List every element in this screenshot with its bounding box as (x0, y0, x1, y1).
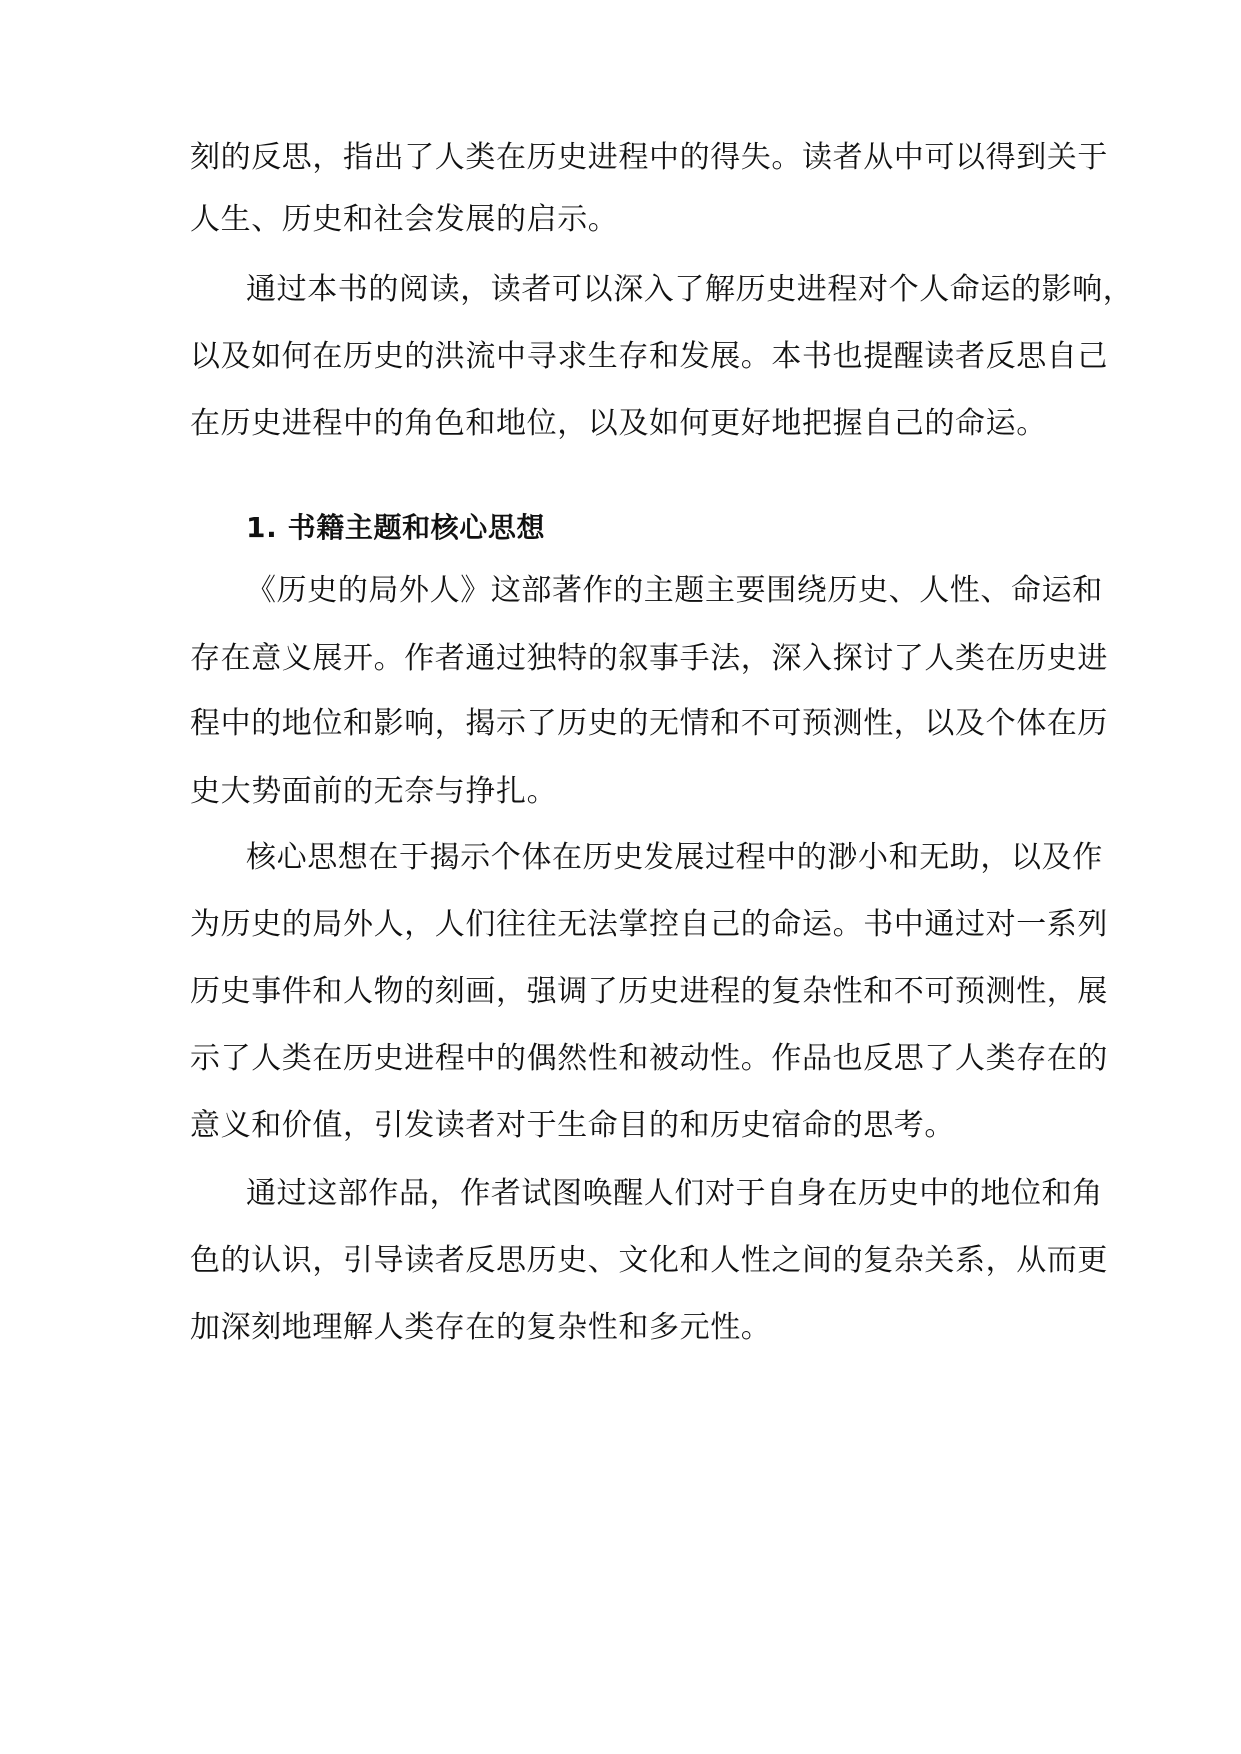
section-paragraph-2-line-5: 意义和价值，引发读者对于生命目的和历史宿命的思考。 (190, 1108, 955, 1143)
section-paragraph-3-line-1: 通过这部作品，作者试图唤醒人们对于自身在历史中的地位和角 (246, 1176, 1103, 1211)
section-paragraph-3-line-2: 色的认识，引导读者反思历史、文化和人性之间的复杂关系，从而更 (190, 1243, 1108, 1278)
section-paragraph-1-line-1: 《历史的局外人》这部著作的主题主要围绕历史、人性、命运和 (246, 573, 1103, 608)
section-paragraph-3-line-3: 加深刻地理解人类存在的复杂性和多元性。 (190, 1310, 772, 1345)
section-paragraph-2-line-2: 为历史的局外人，人们往往无法掌控自己的命运。书中通过对一系列 (190, 907, 1108, 942)
section-paragraph-2-line-4: 示了人类在历史进程中的偶然性和被动性。作品也反思了人类存在的 (190, 1041, 1108, 1076)
section-paragraph-1-line-4: 史大势面前的无奈与挣扎。 (190, 774, 558, 809)
paragraph-1-line-2: 人生、历史和社会发展的启示。 (190, 202, 619, 237)
paragraph-2-line-2: 以及如何在历史的洪流中寻求生存和发展。本书也提醒读者反思自己 (190, 339, 1108, 374)
paragraph-1-line-1: 刻的反思，指出了人类在历史进程中的得失。读者从中可以得到关于 (190, 140, 1108, 175)
section-paragraph-1-line-3: 程中的地位和影响，揭示了历史的无情和不可预测性，以及个体在历 (190, 706, 1108, 741)
section-paragraph-2-line-1: 核心思想在于揭示个体在历史发展过程中的渺小和无助，以及作 (246, 840, 1103, 875)
paragraph-2-line-1: 通过本书的阅读，读者可以深入了解历史进程对个人命运的影响， (246, 272, 1134, 307)
section-paragraph-2-line-3: 历史事件和人物的刻画，强调了历史进程的复杂性和不可预测性，展 (190, 974, 1108, 1009)
section-heading: 1. 书籍主题和核心思想 (246, 511, 546, 544)
section-paragraph-1-line-2: 存在意义展开。作者通过独特的叙事手法，深入探讨了人类在历史进 (190, 641, 1108, 676)
paragraph-2-line-3: 在历史进程中的角色和地位，以及如何更好地把握自己的命运。 (190, 406, 1047, 441)
